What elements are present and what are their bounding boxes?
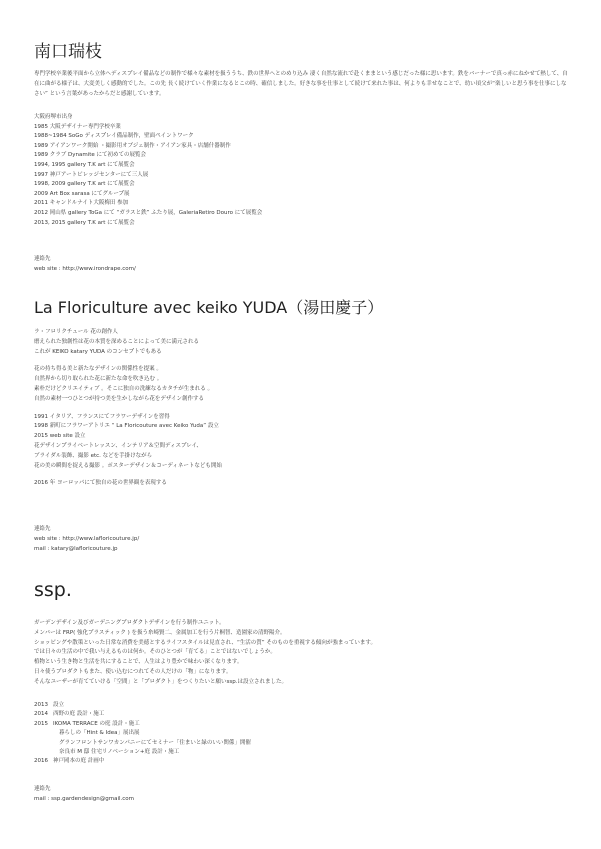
minamiguchi-history	[34, 113, 569, 228]
email-link[interactable]: mail : ssp.gardendesign@gmail.com	[34, 795, 135, 802]
timeline-row	[34, 739, 569, 748]
section-title-floriculture: La Floriculture avec keiko YUDA（湯田慶子）	[34, 298, 384, 317]
contact-label: 連絡先	[34, 786, 51, 792]
concept-line: 自然の素材一つひとつが持つ美を生かしながら花をデザイン創作する	[34, 395, 205, 402]
floriculture-body	[34, 328, 569, 489]
website-link[interactable]: web site : http://www.lafloricouture.jp/	[34, 535, 140, 542]
timeline-row	[34, 729, 569, 738]
concept-line: 自然界から切り取られた花に新たな命を吹き込む 。	[34, 376, 163, 383]
timeline-row	[34, 710, 569, 719]
timeline-year: 2016	[34, 758, 48, 765]
intro-line: 日々使うプロダクトもまた、使い込むにつれてその人だけの「物」になります。	[34, 668, 232, 675]
contact-label: 連絡先	[34, 256, 51, 262]
paragraph-gap	[34, 471, 569, 479]
history-item: 2011 キャンドルナイト大阪梅田 参加	[34, 200, 129, 207]
website-link[interactable]: web site : http://www.irondrape.com/	[34, 265, 136, 272]
minamiguchi-contact	[34, 255, 569, 275]
history-item: 1989 クラブ Dynamite にて初めての展覧会	[34, 152, 147, 159]
section-title-minamiguchi: 南口瑞枝	[34, 42, 102, 62]
intro-line: そんなユーザーが育てていける「空間」と「プロダクト」をつくりたいと願いssp.は設立されました。	[34, 678, 287, 685]
history-item: 1998 新町にフラワーアトリエ “ La Floricouture avec Keiko Yuda” 設立	[34, 423, 219, 430]
timeline-row	[34, 720, 569, 729]
history-item: 2013, 2015 gallery T.K art にて展覧会	[34, 219, 135, 226]
history-item: 花の美の瞬間を捉える撮影 。ポスターデザイン＆コーディネートなども開始	[34, 462, 222, 469]
timeline-year: 2015	[34, 720, 48, 727]
timeline-row	[34, 757, 569, 766]
floriculture-contact	[34, 525, 569, 554]
intro-line: 植物という生き物と生活を共にすることで、人生はより豊かで味わい深くなります。	[34, 659, 243, 666]
timeline-text: 設立	[53, 702, 65, 708]
timeline-year	[34, 748, 59, 757]
intro-text: 専門学校卒業後平面から立体へディスプレイ備品などの制作で様々な素材を扱ううち、鉄の世界へとのめり込み 凄く自然な流れで赴くままという感じだった様に思います。鉄をバーナーで真っ赤にねかせて熱して、自在に曲がる様子は、大変美しく感動的でした。この先 長く続けていく作業になるとこの時、確信しました。好きな事を仕事として続けて来れた事は、何よりも幸せなことで、幼い頃父が“楽しいと思う事を仕事にしなさい” という言葉があったからだと感謝しています。	[34, 71, 568, 97]
intro-line: ショッピングや散策といった日常な消費を美徳とするライフスタイルは見直され、“生活の質” そのものを重視する傾向が強まっています。	[34, 639, 376, 646]
history-item: 2015 web site 設立	[34, 433, 86, 440]
intro-line: メンバーは FRP( 強化プラスティック ) を扱う糸崎賢二、金属加工を行う片桐智、造園家の清野陽介。	[34, 629, 286, 636]
timeline-row	[34, 701, 569, 710]
section-title-ssp: ssp.	[34, 579, 72, 601]
history-item: 2009 Art Box sarasa にてグループ展	[34, 190, 130, 197]
email-link[interactable]: mail : katary@lafloricouture.jp	[34, 545, 118, 552]
timeline-text: IKOMA TERRACE の庭 設計・施工	[53, 720, 140, 727]
history-item: ブライダル装飾、撮影 etc. などを手掛けながら	[34, 452, 153, 459]
history-item: 1991 イタリア、フランスにてフラワーデザインを習得	[34, 413, 170, 420]
timeline-year: 2013	[34, 702, 48, 708]
timeline-year	[34, 729, 59, 738]
concept-line: これが KEIKO katary YUDA のコンセプトでもある	[34, 348, 162, 355]
timeline-text: 神戸岡本の庭 計画中	[53, 758, 105, 765]
history-item: 2012 岡山県 gallery ToGa にて “ガラスと鉄” ふたり展，GaleriaRetiro Douro にて展覧会	[34, 209, 263, 216]
paragraph-gap	[34, 357, 569, 365]
history-item: 1989 アイアンワーク開始 ・撮影用オブジェ制作・アイアン家具・店舗什器制作	[34, 142, 231, 149]
history-item: 1998, 2009 gallery T.K art にて展覧会	[34, 181, 135, 188]
contact-label: 連絡先	[34, 526, 51, 532]
history-item: 花デザインプライベートレッスン、インテリア＆空間ディスプレイ、	[34, 442, 203, 449]
concept-line: 花の持ち得る美と新たなデザインの関係性を提案 。	[34, 366, 162, 373]
ssp-contact	[34, 785, 569, 805]
ssp-timeline	[34, 701, 569, 767]
timeline-text: 暮らしの「Hint & Idea」展出展	[59, 730, 140, 737]
timeline-year	[34, 739, 59, 748]
timeline-year: 2014	[34, 711, 48, 718]
history-item: 大阪府堺市出身	[34, 114, 73, 120]
intro-line: ガーデンデザイン及びガーデニングプロダクトデザインを行う制作ユニット。	[34, 620, 225, 626]
timeline-text: 奈良市 M 邸 住宅リノベーション+庭 設計・施工	[59, 749, 180, 756]
history-item: 1985 大阪デザイナー専門学校卒業	[34, 123, 121, 130]
paragraph-gap	[34, 405, 569, 413]
ssp-intro	[34, 619, 569, 688]
concept-line: 素朴だけどクリエイティブ 。そこに独自の洗練なるカタチが生まれる 。	[34, 385, 213, 392]
concept-line: ラ・フロリクチュール 花の創作人	[34, 329, 118, 335]
history-item: 2016 年 ヨーロッパにて独自の花の世界観を表現する	[34, 480, 167, 487]
concept-line: 磨えられた独創性は花の本質を深めることによって美に満元される	[34, 338, 200, 345]
intro-line: では日々の生活の中で我い与えるものは何か。そのひとつが「育てる」ことではないでしょうか。	[34, 649, 276, 656]
timeline-row	[34, 748, 569, 757]
history-item: 1988~1984 SoGo ディスプレイ備品制作，壁面ペイントワーク	[34, 133, 194, 140]
minamiguchi-intro	[34, 70, 569, 99]
history-item: 1997 神戸アートビレッジセンターにて三人展	[34, 171, 149, 178]
timeline-text: グランフロントサンワカンパニーにてセミナー「住まいと緑のいい関係」開催	[59, 739, 251, 746]
history-item: 1994, 1995 gallery T.K art にて展覧会	[34, 161, 135, 168]
timeline-text: 西野の庭 設計・施工	[53, 711, 105, 718]
